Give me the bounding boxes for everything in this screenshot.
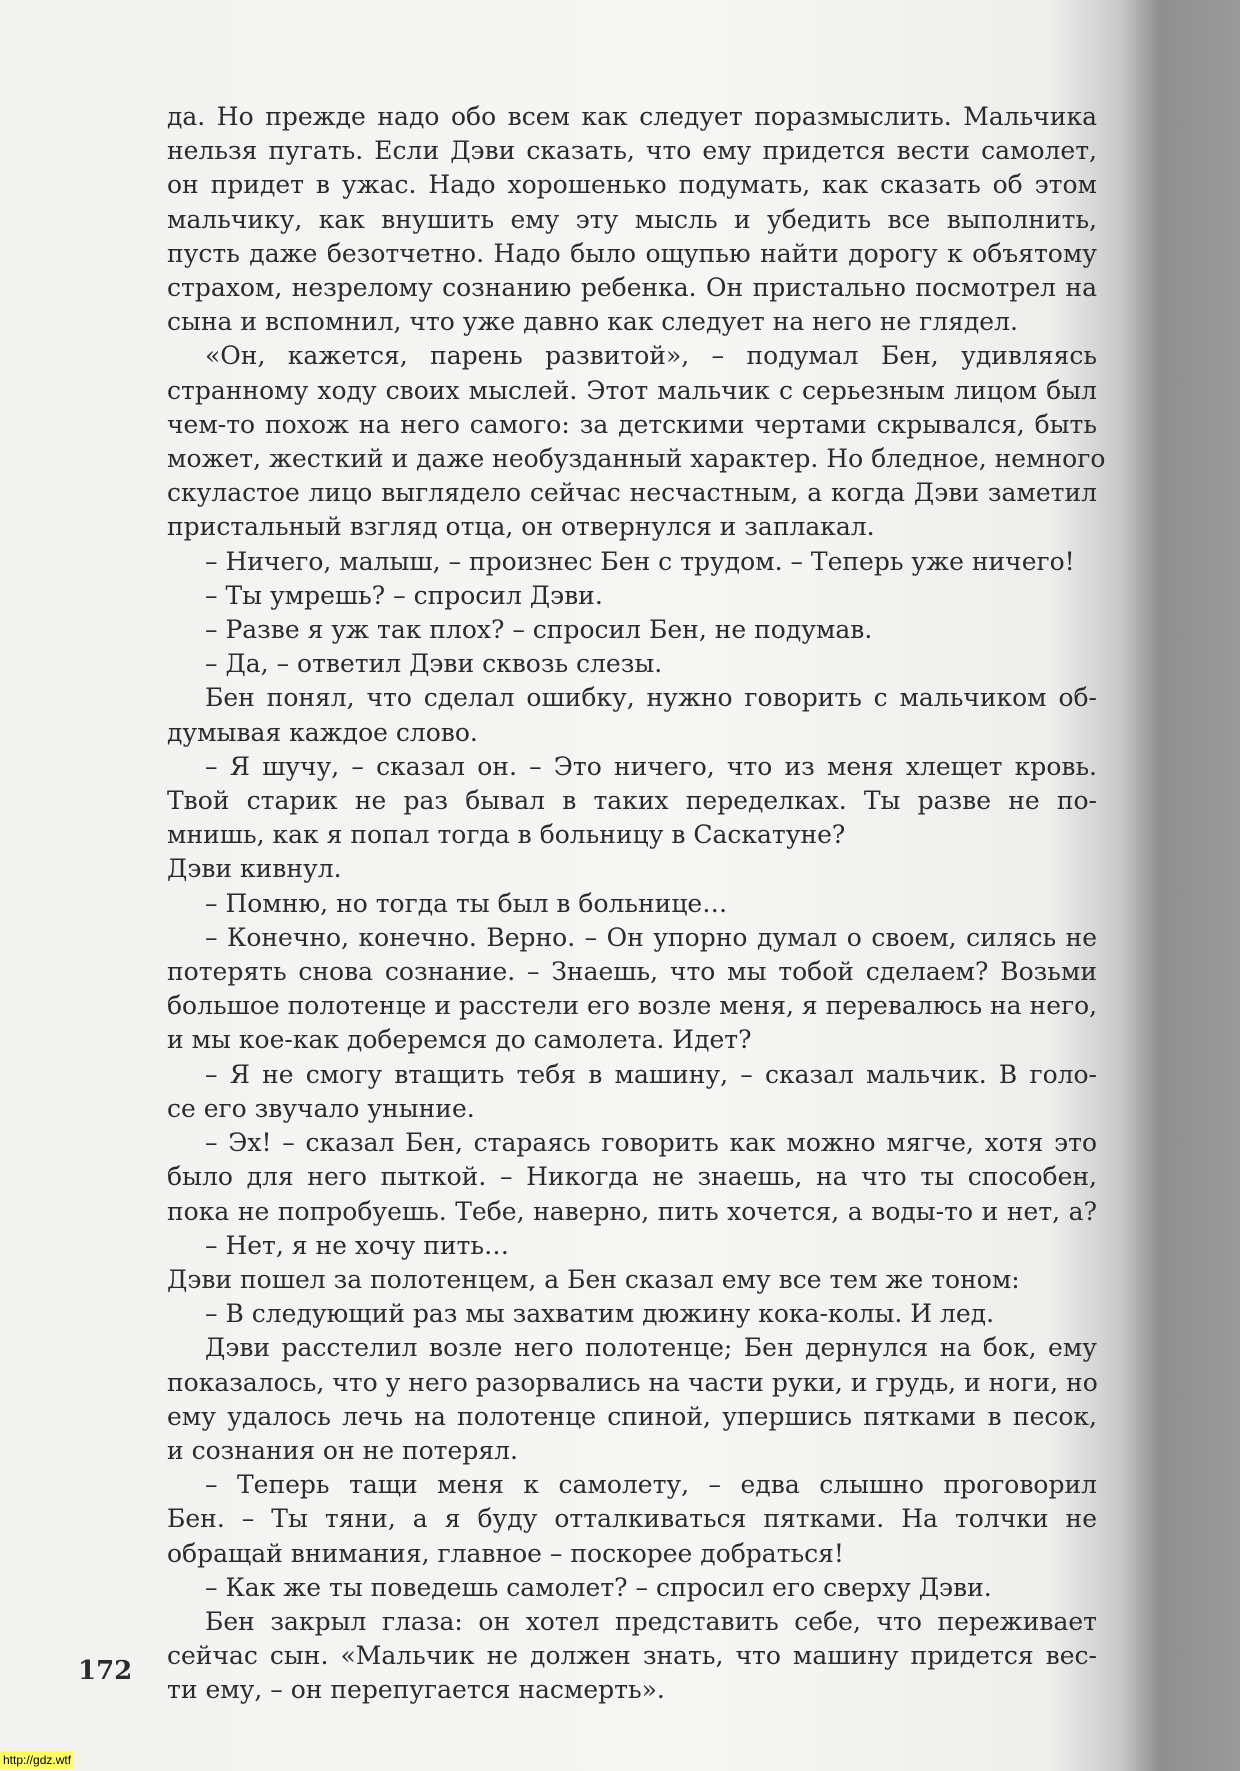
text-line: – Нет, я не хочу пить… (205, 1230, 509, 1260)
text-line: Твой старик не раз бывал в таких переделках. Ты разве не по- (167, 786, 1097, 816)
text-line: страхом, незрелому сознанию ребенка. Он пристально посмотрел на (167, 273, 1097, 303)
text-line: было для него пыткой. – Никогда не знаешь, на что ты способен, (167, 1162, 1097, 1192)
text-line: Бен. – Ты тяни, а я буду отталкиваться пятками. На толчки не (167, 1504, 1097, 1534)
text-line: чем-то похож на него самого: за детскими чертами скрывался, быть (167, 409, 1097, 439)
text-line: – Я не смогу втащить тебя в машину, – сказал мальчик. В голо- (205, 1059, 1097, 1089)
text-line: – Да, – ответил Дэви сквозь слезы. (205, 649, 663, 679)
text-line: – Разве я уж так плох? – спросил Бен, не подумав. (205, 615, 873, 645)
body-text (167, 100, 1106, 1708)
text-line: Дэви пошел за полотенцем, а Бен сказал ему все тем же тоном: (167, 1264, 1020, 1294)
text-line: Дэви кивнул. (167, 854, 342, 884)
text-line: сына и вспомнил, что уже давно как следует на него не глядел. (167, 307, 1018, 337)
text-line: большое полотенце и расстели его возле меня, я перевалюсь на него, (167, 991, 1098, 1021)
text-line: сейчас сын. «Мальчик не должен знать, что машину придется вес- (167, 1641, 1097, 1671)
page-number: 172 (78, 1656, 133, 1686)
text-line: – Помню, но тогда ты был в больнице… (205, 888, 728, 918)
text-line: – Ты умрешь? – спросил Дэви. (205, 580, 603, 610)
text-line: и мы кое-как доберемся до самолета. Идет? (167, 1025, 752, 1055)
text-line: может, жесткий и даже необузданный характер. Но бледное, немного (167, 444, 1106, 474)
text-line: се его звучало уныние. (167, 1093, 475, 1123)
text-line: пока не попробуешь. Тебе, наверно, пить хочется, а воды-то и нет, а? (167, 1196, 1097, 1226)
text-line: Бен закрыл глаза: он хотел представить себе, что переживает (205, 1606, 1097, 1636)
text-line: Дэви расстелил возле него полотенце; Бен дернулся на бок, ему (205, 1333, 1097, 1363)
source-watermark[interactable]: http://gdz.wtf (0, 1751, 74, 1769)
text-line: думывая каждое слово. (167, 717, 478, 747)
text-line: Бен понял, что сделал ошибку, нужно говорить с мальчиком об- (205, 683, 1097, 713)
text-line: пусть даже безотчетно. Надо было ощупью найти дорогу к объятому (167, 238, 1097, 268)
text-line: – В следующий раз мы захватим дюжину кока-колы. И лед. (205, 1299, 995, 1329)
text-line: он придет в ужас. Надо хорошенько подумать, как сказать об этом (167, 170, 1097, 200)
text-line: – Теперь тащи меня к самолету, – едва слышно проговорил (205, 1470, 1097, 1500)
text-line: мнишь, как я попал тогда в больницу в Саскатуне? (167, 820, 846, 850)
text-line: странному ходу своих мыслей. Этот мальчик с серьезным лицом был (167, 375, 1097, 405)
text-line: показалось, что у него разорвались на части руки, и грудь, и ноги, но (167, 1367, 1098, 1397)
text-line: да. Но прежде надо обо всем как следует поразмыслить. Мальчика (167, 102, 1097, 131)
text-line: скуластое лицо выглядело сейчас несчастным, а когда Дэви заметил (167, 478, 1097, 508)
text-line: нельзя пугать. Если Дэви сказать, что ему придется вести самолет, (167, 136, 1097, 166)
text-line: ти ему, – он перепугается насмерть». (167, 1675, 665, 1705)
text-line: пристальный взгляд отца, он отвернулся и заплакал. (167, 512, 875, 542)
text-line: обращай внимания, главное – поскорее добраться! (167, 1538, 844, 1568)
text-line: – Как же ты поведешь самолет? – спросил его сверху Дэви. (205, 1572, 992, 1602)
text-line: – Эх! – сказал Бен, стараясь говорить как можно мягче, хотя это (205, 1128, 1097, 1158)
text-line: – Ничего, малыш, – произнес Бен с трудом. – Теперь уже ничего! (205, 546, 1075, 576)
text-line: – Я шучу, – сказал он. – Это ничего, что из меня хлещет кровь. (205, 751, 1097, 781)
text-line: мальчику, как внушить ему эту мысль и убедить все выполнить, (167, 204, 1097, 234)
text-line: потерять снова сознание. – Знаешь, что мы тобой сделаем? Возьми (167, 957, 1097, 987)
text-line: – Конечно, конечно. Верно. – Он упорно думал о своем, силясь не (205, 922, 1097, 952)
text-line: и сознания он не потерял. (167, 1435, 518, 1465)
text-line: ему удалось лечь на полотенце спиной, упершись пятками в песок, (167, 1401, 1097, 1431)
text-line: «Он, кажется, парень развитой», – подумал Бен, удивляясь (205, 341, 1097, 371)
